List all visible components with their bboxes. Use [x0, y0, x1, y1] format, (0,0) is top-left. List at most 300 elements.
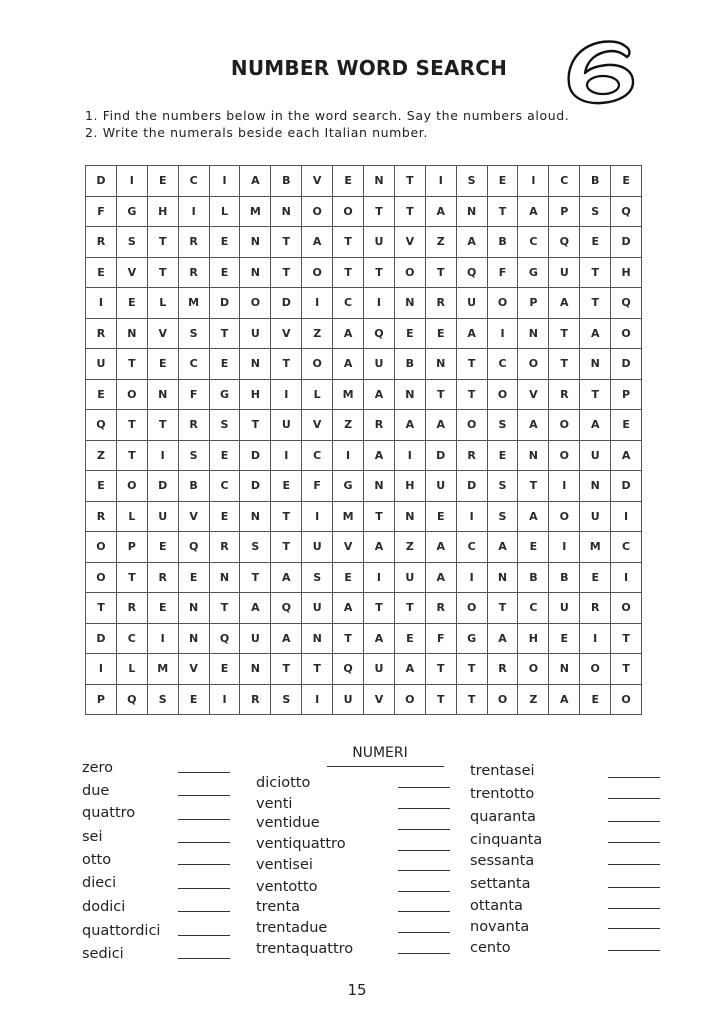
- grid-cell[interactable]: Q: [271, 593, 302, 624]
- grid-cell[interactable]: A: [364, 532, 395, 563]
- grid-cell[interactable]: T: [518, 471, 549, 502]
- grid-cell[interactable]: T: [611, 623, 642, 654]
- grid-cell[interactable]: T: [364, 593, 395, 624]
- grid-cell[interactable]: O: [116, 379, 147, 410]
- grid-cell[interactable]: V: [271, 318, 302, 349]
- grid-cell[interactable]: F: [302, 471, 333, 502]
- grid-cell[interactable]: R: [456, 440, 487, 471]
- grid-cell[interactable]: T: [425, 379, 456, 410]
- grid-cell[interactable]: A: [364, 379, 395, 410]
- grid-cell[interactable]: G: [333, 471, 364, 502]
- grid-cell[interactable]: A: [394, 410, 425, 441]
- grid-cell[interactable]: E: [147, 166, 178, 197]
- grid-cell[interactable]: E: [147, 532, 178, 563]
- grid-cell[interactable]: D: [147, 471, 178, 502]
- grid-cell[interactable]: T: [580, 257, 611, 288]
- grid-cell[interactable]: A: [302, 227, 333, 258]
- grid-cell[interactable]: T: [580, 379, 611, 410]
- grid-cell[interactable]: N: [580, 349, 611, 380]
- grid-cell[interactable]: O: [394, 684, 425, 715]
- grid-cell[interactable]: U: [364, 654, 395, 685]
- numeral-answer-blank[interactable]: [608, 908, 660, 909]
- grid-cell[interactable]: T: [302, 654, 333, 685]
- grid-cell[interactable]: Q: [333, 654, 364, 685]
- grid-cell[interactable]: R: [178, 227, 209, 258]
- grid-cell[interactable]: F: [487, 257, 518, 288]
- grid-cell[interactable]: N: [116, 318, 147, 349]
- numeral-answer-blank[interactable]: [608, 821, 660, 822]
- grid-cell[interactable]: T: [147, 227, 178, 258]
- grid-cell[interactable]: E: [86, 379, 117, 410]
- grid-cell[interactable]: T: [209, 593, 240, 624]
- grid-cell[interactable]: I: [549, 532, 580, 563]
- grid-cell[interactable]: Z: [302, 318, 333, 349]
- grid-cell[interactable]: A: [456, 318, 487, 349]
- grid-cell[interactable]: R: [425, 593, 456, 624]
- grid-cell[interactable]: O: [86, 532, 117, 563]
- grid-cell[interactable]: T: [425, 684, 456, 715]
- grid-cell[interactable]: T: [611, 654, 642, 685]
- grid-cell[interactable]: O: [487, 379, 518, 410]
- grid-cell[interactable]: Q: [456, 257, 487, 288]
- grid-cell[interactable]: Q: [549, 227, 580, 258]
- grid-cell[interactable]: S: [580, 196, 611, 227]
- grid-cell[interactable]: S: [271, 684, 302, 715]
- grid-cell[interactable]: I: [364, 288, 395, 319]
- grid-cell[interactable]: A: [240, 593, 271, 624]
- grid-cell[interactable]: H: [240, 379, 271, 410]
- numeral-answer-blank[interactable]: [608, 798, 660, 799]
- numeral-answer-blank[interactable]: [178, 842, 230, 843]
- grid-cell[interactable]: T: [147, 257, 178, 288]
- numeral-answer-blank[interactable]: [178, 888, 230, 889]
- grid-cell[interactable]: T: [549, 349, 580, 380]
- grid-cell[interactable]: U: [86, 349, 117, 380]
- grid-cell[interactable]: M: [240, 196, 271, 227]
- grid-cell[interactable]: H: [394, 471, 425, 502]
- grid-cell[interactable]: C: [178, 166, 209, 197]
- grid-cell[interactable]: I: [271, 440, 302, 471]
- grid-cell[interactable]: A: [271, 562, 302, 593]
- grid-cell[interactable]: A: [333, 349, 364, 380]
- grid-cell[interactable]: S: [178, 318, 209, 349]
- grid-cell[interactable]: T: [116, 349, 147, 380]
- grid-cell[interactable]: R: [86, 318, 117, 349]
- grid-cell[interactable]: I: [518, 166, 549, 197]
- grid-cell[interactable]: I: [580, 623, 611, 654]
- grid-cell[interactable]: T: [271, 501, 302, 532]
- grid-cell[interactable]: B: [518, 562, 549, 593]
- grid-cell[interactable]: T: [86, 593, 117, 624]
- grid-cell[interactable]: E: [580, 562, 611, 593]
- grid-cell[interactable]: E: [425, 501, 456, 532]
- grid-cell[interactable]: C: [209, 471, 240, 502]
- grid-cell[interactable]: T: [456, 379, 487, 410]
- grid-cell[interactable]: A: [425, 410, 456, 441]
- grid-cell[interactable]: T: [456, 349, 487, 380]
- grid-cell[interactable]: N: [364, 471, 395, 502]
- grid-cell[interactable]: R: [116, 593, 147, 624]
- grid-cell[interactable]: E: [209, 440, 240, 471]
- grid-cell[interactable]: A: [487, 623, 518, 654]
- grid-cell[interactable]: H: [147, 196, 178, 227]
- grid-cell[interactable]: R: [549, 379, 580, 410]
- grid-cell[interactable]: I: [116, 166, 147, 197]
- grid-cell[interactable]: D: [425, 440, 456, 471]
- numeral-answer-blank[interactable]: [608, 777, 660, 778]
- grid-cell[interactable]: I: [302, 684, 333, 715]
- grid-cell[interactable]: I: [364, 562, 395, 593]
- grid-cell[interactable]: U: [302, 532, 333, 563]
- grid-cell[interactable]: I: [425, 166, 456, 197]
- grid-cell[interactable]: E: [86, 471, 117, 502]
- numeral-answer-blank[interactable]: [608, 928, 660, 929]
- grid-cell[interactable]: O: [611, 318, 642, 349]
- grid-cell[interactable]: M: [580, 532, 611, 563]
- grid-cell[interactable]: D: [611, 349, 642, 380]
- numeral-answer-blank[interactable]: [608, 887, 660, 888]
- grid-cell[interactable]: U: [240, 623, 271, 654]
- grid-cell[interactable]: O: [394, 257, 425, 288]
- grid-cell[interactable]: T: [271, 257, 302, 288]
- grid-cell[interactable]: H: [611, 257, 642, 288]
- numeral-answer-blank[interactable]: [178, 864, 230, 865]
- grid-cell[interactable]: C: [549, 166, 580, 197]
- grid-cell[interactable]: U: [549, 257, 580, 288]
- grid-cell[interactable]: S: [487, 501, 518, 532]
- numeral-answer-blank[interactable]: [398, 787, 450, 788]
- numeral-answer-blank[interactable]: [178, 772, 230, 773]
- grid-cell[interactable]: U: [394, 562, 425, 593]
- grid-cell[interactable]: Q: [178, 532, 209, 563]
- grid-cell[interactable]: E: [86, 257, 117, 288]
- grid-cell[interactable]: O: [487, 684, 518, 715]
- grid-cell[interactable]: E: [580, 227, 611, 258]
- grid-cell[interactable]: V: [302, 166, 333, 197]
- grid-cell[interactable]: T: [549, 318, 580, 349]
- grid-cell[interactable]: N: [147, 379, 178, 410]
- grid-cell[interactable]: E: [209, 257, 240, 288]
- grid-cell[interactable]: E: [147, 349, 178, 380]
- grid-cell[interactable]: T: [487, 196, 518, 227]
- grid-cell[interactable]: T: [425, 257, 456, 288]
- grid-cell[interactable]: R: [364, 410, 395, 441]
- numeral-answer-blank[interactable]: [398, 953, 450, 954]
- grid-cell[interactable]: M: [333, 501, 364, 532]
- grid-cell[interactable]: E: [178, 562, 209, 593]
- grid-cell[interactable]: A: [240, 166, 271, 197]
- grid-cell[interactable]: N: [178, 623, 209, 654]
- grid-cell[interactable]: I: [487, 318, 518, 349]
- grid-cell[interactable]: S: [178, 440, 209, 471]
- grid-cell[interactable]: S: [487, 471, 518, 502]
- grid-cell[interactable]: C: [333, 288, 364, 319]
- grid-cell[interactable]: D: [209, 288, 240, 319]
- grid-cell[interactable]: I: [86, 654, 117, 685]
- grid-cell[interactable]: Z: [86, 440, 117, 471]
- numeral-answer-blank[interactable]: [398, 808, 450, 809]
- grid-cell[interactable]: V: [178, 654, 209, 685]
- numeral-answer-blank[interactable]: [398, 850, 450, 851]
- grid-cell[interactable]: I: [209, 684, 240, 715]
- grid-cell[interactable]: V: [147, 318, 178, 349]
- grid-cell[interactable]: A: [364, 440, 395, 471]
- grid-cell[interactable]: U: [147, 501, 178, 532]
- grid-cell[interactable]: I: [456, 501, 487, 532]
- grid-cell[interactable]: U: [333, 684, 364, 715]
- grid-cell[interactable]: E: [333, 562, 364, 593]
- grid-cell[interactable]: M: [147, 654, 178, 685]
- grid-cell[interactable]: E: [518, 532, 549, 563]
- grid-cell[interactable]: I: [302, 501, 333, 532]
- grid-cell[interactable]: S: [456, 166, 487, 197]
- numeral-answer-blank[interactable]: [398, 891, 450, 892]
- numeral-answer-blank[interactable]: [178, 911, 230, 912]
- grid-cell[interactable]: A: [394, 654, 425, 685]
- grid-cell[interactable]: O: [456, 410, 487, 441]
- grid-cell[interactable]: A: [456, 227, 487, 258]
- grid-cell[interactable]: O: [611, 684, 642, 715]
- grid-cell[interactable]: P: [518, 288, 549, 319]
- grid-cell[interactable]: B: [580, 166, 611, 197]
- grid-cell[interactable]: C: [487, 349, 518, 380]
- grid-cell[interactable]: T: [116, 410, 147, 441]
- grid-cell[interactable]: B: [394, 349, 425, 380]
- grid-cell[interactable]: E: [425, 318, 456, 349]
- grid-cell[interactable]: V: [333, 532, 364, 563]
- grid-cell[interactable]: U: [364, 349, 395, 380]
- grid-cell[interactable]: E: [487, 166, 518, 197]
- grid-cell[interactable]: D: [86, 623, 117, 654]
- grid-cell[interactable]: G: [209, 379, 240, 410]
- grid-cell[interactable]: I: [209, 166, 240, 197]
- grid-cell[interactable]: I: [611, 562, 642, 593]
- grid-cell[interactable]: D: [611, 227, 642, 258]
- grid-cell[interactable]: A: [549, 288, 580, 319]
- grid-cell[interactable]: A: [518, 196, 549, 227]
- grid-cell[interactable]: N: [302, 623, 333, 654]
- grid-cell[interactable]: V: [116, 257, 147, 288]
- grid-cell[interactable]: R: [147, 562, 178, 593]
- grid-cell[interactable]: T: [147, 410, 178, 441]
- grid-cell[interactable]: E: [549, 623, 580, 654]
- grid-cell[interactable]: T: [425, 654, 456, 685]
- grid-cell[interactable]: E: [394, 318, 425, 349]
- grid-cell[interactable]: C: [178, 349, 209, 380]
- grid-cell[interactable]: L: [147, 288, 178, 319]
- grid-cell[interactable]: O: [611, 593, 642, 624]
- numeral-answer-blank[interactable]: [178, 795, 230, 796]
- grid-cell[interactable]: O: [549, 501, 580, 532]
- grid-cell[interactable]: T: [116, 562, 147, 593]
- grid-cell[interactable]: U: [425, 471, 456, 502]
- grid-cell[interactable]: O: [302, 196, 333, 227]
- grid-cell[interactable]: S: [302, 562, 333, 593]
- grid-cell[interactable]: U: [364, 227, 395, 258]
- grid-cell[interactable]: L: [209, 196, 240, 227]
- grid-cell[interactable]: O: [333, 196, 364, 227]
- grid-cell[interactable]: B: [549, 562, 580, 593]
- grid-cell[interactable]: T: [240, 410, 271, 441]
- grid-cell[interactable]: I: [333, 440, 364, 471]
- grid-cell[interactable]: R: [580, 593, 611, 624]
- grid-cell[interactable]: Q: [611, 288, 642, 319]
- grid-cell[interactable]: U: [549, 593, 580, 624]
- grid-cell[interactable]: T: [271, 349, 302, 380]
- numeral-answer-blank[interactable]: [608, 864, 660, 865]
- grid-cell[interactable]: R: [487, 654, 518, 685]
- grid-cell[interactable]: D: [611, 471, 642, 502]
- grid-cell[interactable]: I: [394, 440, 425, 471]
- grid-cell[interactable]: O: [487, 288, 518, 319]
- grid-cell[interactable]: E: [178, 684, 209, 715]
- grid-cell[interactable]: I: [611, 501, 642, 532]
- grid-cell[interactable]: L: [116, 501, 147, 532]
- grid-cell[interactable]: E: [333, 166, 364, 197]
- grid-cell[interactable]: A: [425, 196, 456, 227]
- grid-cell[interactable]: E: [209, 501, 240, 532]
- grid-cell[interactable]: I: [147, 623, 178, 654]
- grid-cell[interactable]: E: [116, 288, 147, 319]
- grid-cell[interactable]: E: [611, 410, 642, 441]
- grid-cell[interactable]: E: [209, 227, 240, 258]
- grid-cell[interactable]: O: [240, 288, 271, 319]
- grid-cell[interactable]: M: [333, 379, 364, 410]
- grid-cell[interactable]: G: [518, 257, 549, 288]
- grid-cell[interactable]: M: [178, 288, 209, 319]
- grid-cell[interactable]: N: [240, 654, 271, 685]
- grid-cell[interactable]: S: [147, 684, 178, 715]
- grid-cell[interactable]: R: [209, 532, 240, 563]
- grid-cell[interactable]: C: [518, 593, 549, 624]
- grid-cell[interactable]: T: [333, 227, 364, 258]
- grid-cell[interactable]: T: [394, 196, 425, 227]
- grid-cell[interactable]: A: [518, 410, 549, 441]
- grid-cell[interactable]: N: [549, 654, 580, 685]
- grid-cell[interactable]: N: [364, 166, 395, 197]
- grid-cell[interactable]: H: [518, 623, 549, 654]
- grid-cell[interactable]: U: [580, 440, 611, 471]
- grid-cell[interactable]: T: [364, 257, 395, 288]
- grid-cell[interactable]: O: [302, 349, 333, 380]
- grid-cell[interactable]: N: [394, 379, 425, 410]
- grid-cell[interactable]: O: [302, 257, 333, 288]
- grid-cell[interactable]: R: [178, 410, 209, 441]
- numeral-answer-blank[interactable]: [398, 911, 450, 912]
- numeral-answer-blank[interactable]: [178, 935, 230, 936]
- numeral-answer-blank[interactable]: [178, 819, 230, 820]
- grid-cell[interactable]: A: [425, 562, 456, 593]
- grid-cell[interactable]: P: [116, 532, 147, 563]
- grid-cell[interactable]: I: [178, 196, 209, 227]
- grid-cell[interactable]: S: [240, 532, 271, 563]
- numeral-answer-blank[interactable]: [398, 829, 450, 830]
- grid-cell[interactable]: B: [271, 166, 302, 197]
- grid-cell[interactable]: N: [394, 288, 425, 319]
- grid-cell[interactable]: T: [456, 684, 487, 715]
- grid-cell[interactable]: V: [364, 684, 395, 715]
- grid-cell[interactable]: L: [116, 654, 147, 685]
- grid-cell[interactable]: P: [549, 196, 580, 227]
- grid-cell[interactable]: T: [271, 227, 302, 258]
- grid-cell[interactable]: N: [240, 349, 271, 380]
- grid-cell[interactable]: U: [240, 318, 271, 349]
- grid-cell[interactable]: R: [425, 288, 456, 319]
- grid-cell[interactable]: Q: [209, 623, 240, 654]
- grid-cell[interactable]: A: [580, 410, 611, 441]
- grid-cell[interactable]: D: [240, 471, 271, 502]
- grid-cell[interactable]: N: [240, 227, 271, 258]
- grid-cell[interactable]: N: [518, 318, 549, 349]
- grid-cell[interactable]: Q: [364, 318, 395, 349]
- grid-cell[interactable]: U: [456, 288, 487, 319]
- grid-cell[interactable]: R: [86, 501, 117, 532]
- grid-cell[interactable]: T: [487, 593, 518, 624]
- grid-cell[interactable]: T: [333, 623, 364, 654]
- grid-cell[interactable]: R: [86, 227, 117, 258]
- grid-cell[interactable]: N: [456, 196, 487, 227]
- grid-cell[interactable]: I: [456, 562, 487, 593]
- grid-cell[interactable]: A: [549, 684, 580, 715]
- grid-cell[interactable]: T: [333, 257, 364, 288]
- grid-cell[interactable]: P: [611, 379, 642, 410]
- grid-cell[interactable]: N: [394, 501, 425, 532]
- grid-cell[interactable]: O: [116, 471, 147, 502]
- grid-cell[interactable]: E: [209, 654, 240, 685]
- grid-cell[interactable]: T: [209, 318, 240, 349]
- numeral-answer-blank[interactable]: [398, 870, 450, 871]
- grid-cell[interactable]: G: [116, 196, 147, 227]
- grid-cell[interactable]: I: [302, 288, 333, 319]
- grid-cell[interactable]: Z: [425, 227, 456, 258]
- grid-cell[interactable]: E: [611, 166, 642, 197]
- grid-cell[interactable]: U: [302, 593, 333, 624]
- grid-cell[interactable]: O: [549, 440, 580, 471]
- grid-cell[interactable]: N: [518, 440, 549, 471]
- grid-cell[interactable]: A: [611, 440, 642, 471]
- grid-cell[interactable]: N: [487, 562, 518, 593]
- grid-cell[interactable]: T: [364, 196, 395, 227]
- grid-cell[interactable]: A: [333, 318, 364, 349]
- grid-cell[interactable]: V: [518, 379, 549, 410]
- grid-cell[interactable]: A: [271, 623, 302, 654]
- grid-cell[interactable]: Z: [333, 410, 364, 441]
- grid-cell[interactable]: G: [456, 623, 487, 654]
- grid-cell[interactable]: N: [240, 501, 271, 532]
- grid-cell[interactable]: U: [271, 410, 302, 441]
- grid-cell[interactable]: T: [240, 562, 271, 593]
- grid-cell[interactable]: I: [86, 288, 117, 319]
- grid-cell[interactable]: C: [302, 440, 333, 471]
- grid-cell[interactable]: D: [240, 440, 271, 471]
- grid-cell[interactable]: L: [302, 379, 333, 410]
- grid-cell[interactable]: C: [456, 532, 487, 563]
- grid-cell[interactable]: R: [240, 684, 271, 715]
- grid-cell[interactable]: T: [271, 532, 302, 563]
- grid-cell[interactable]: C: [518, 227, 549, 258]
- grid-cell[interactable]: U: [580, 501, 611, 532]
- grid-cell[interactable]: O: [518, 349, 549, 380]
- grid-cell[interactable]: T: [364, 501, 395, 532]
- grid-cell[interactable]: T: [456, 654, 487, 685]
- grid-cell[interactable]: D: [456, 471, 487, 502]
- grid-cell[interactable]: E: [271, 471, 302, 502]
- grid-cell[interactable]: Z: [394, 532, 425, 563]
- grid-cell[interactable]: P: [86, 684, 117, 715]
- grid-cell[interactable]: O: [456, 593, 487, 624]
- grid-cell[interactable]: T: [394, 166, 425, 197]
- grid-cell[interactable]: N: [271, 196, 302, 227]
